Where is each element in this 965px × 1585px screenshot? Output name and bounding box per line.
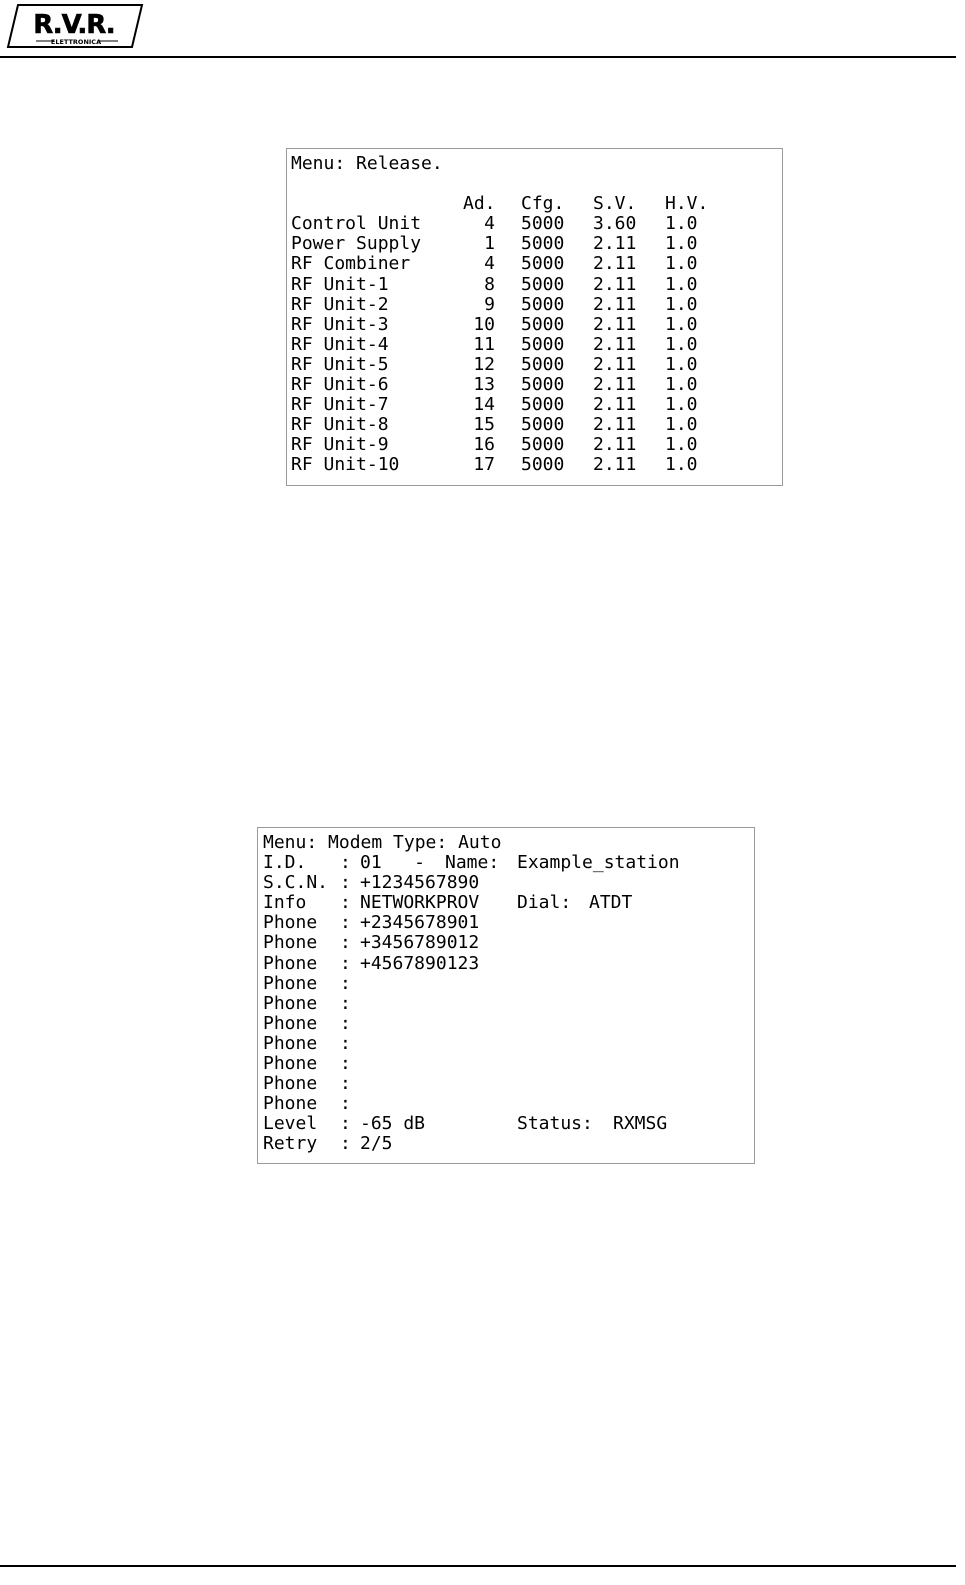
phone-colon: : [340,1093,351,1115]
release-table-body [291,214,782,475]
address: 13 [473,374,495,396]
phone-number: +4567890123 [360,952,480,974]
release-row [291,295,782,315]
phone-row [263,974,754,994]
release-menu-title: Menu: Release. [291,153,443,174]
release-row [291,254,782,274]
phone-colon: : [340,1012,351,1034]
phone-colon: : [340,912,351,934]
software-version: 2.11 [593,414,637,436]
phone-label: Phone [263,992,318,1014]
level-value: -65 dB [360,1113,426,1135]
release-row [291,415,782,435]
phone-number: +3456789012 [360,932,480,954]
release-row [291,455,782,475]
phone-colon: : [340,1053,351,1075]
info-colon: : [340,892,351,914]
phone-colon: : [340,992,351,1014]
id-colon: : [340,852,351,874]
modem-menu-title: Menu: Modem Type: Auto [263,832,502,853]
modem-menu-panel [257,827,755,1164]
release-row [291,214,782,234]
device-name: RF Unit-8 [291,414,389,436]
phone-label: Phone [263,972,318,994]
config: 5000 [521,394,565,416]
logo-text: R.V.R. [33,10,115,40]
column-header-sv: S.V. [593,193,637,215]
level-label: Level [263,1113,318,1135]
info-label: Info [263,892,307,914]
software-version: 3.60 [593,213,637,235]
info-value: NETWORKPROV [360,892,480,914]
retry-row [263,1134,754,1154]
phone-row [263,1034,754,1054]
phone-row [263,1094,754,1114]
footer-rule [0,1565,956,1567]
address: 14 [473,394,495,416]
device-name: RF Unit-3 [291,313,389,335]
status-label: Status: [517,1113,593,1135]
config: 5000 [521,253,565,275]
level-row [263,1114,754,1134]
device-name: RF Unit-5 [291,353,389,375]
address: 1 [484,233,495,255]
config: 5000 [521,313,565,335]
hardware-version: 1.0 [665,253,698,275]
software-version: 2.11 [593,394,637,416]
hardware-version: 1.0 [665,353,698,375]
phone-label: Phone [263,1012,318,1034]
address: 10 [473,313,495,335]
device-name: RF Unit-10 [291,454,400,476]
software-version: 2.11 [593,313,637,335]
phone-row [263,1014,754,1034]
phone-row [263,1074,754,1094]
rvr-logo [6,3,144,49]
address: 12 [473,353,495,375]
phone-label: Phone [263,1073,318,1095]
address: 15 [473,414,495,436]
software-version: 2.11 [593,293,637,315]
software-version: 2.11 [593,434,637,456]
scn-value: +1234567890 [360,872,480,894]
address: 9 [484,293,495,315]
release-row [291,335,782,355]
release-header-row [291,194,782,214]
release-row [291,234,782,254]
software-version: 2.11 [593,273,637,295]
release-row [291,395,782,415]
config: 5000 [521,273,565,295]
release-row [291,275,782,295]
phone-label: Phone [263,932,318,954]
column-header-hv: H.V. [665,193,709,215]
config: 5000 [521,233,565,255]
hardware-version: 1.0 [665,454,698,476]
device-name: RF Unit-7 [291,394,389,416]
dial-label: Dial: [517,892,572,914]
header-rule [0,56,956,58]
phone-row [263,913,754,933]
phone-colon: : [340,932,351,954]
hardware-version: 1.0 [665,394,698,416]
hardware-version: 1.0 [665,313,698,335]
software-version: 2.11 [593,454,637,476]
phone-row [263,954,754,974]
address: 17 [473,454,495,476]
config: 5000 [521,293,565,315]
address: 4 [484,253,495,275]
status-value: RXMSG [613,1113,668,1135]
name-label: Name: [445,852,500,874]
phone-label: Phone [263,1053,318,1075]
retry-value: 2/5 [360,1133,393,1155]
phone-colon: : [340,972,351,994]
device-name: Power Supply [291,233,422,255]
release-menu-panel [286,148,783,486]
config: 5000 [521,414,565,436]
phone-number: +2345678901 [360,912,480,934]
hardware-version: 1.0 [665,233,698,255]
column-header-cfg: Cfg. [521,193,565,215]
hardware-version: 1.0 [665,273,698,295]
id-label: I.D. [263,852,307,874]
device-name: RF Unit-4 [291,333,389,355]
phone-colon: : [340,1073,351,1095]
phone-colon: : [340,1032,351,1054]
release-row [291,435,782,455]
hardware-version: 1.0 [665,414,698,436]
device-name: RF Unit-9 [291,434,389,456]
software-version: 2.11 [593,374,637,396]
device-name: RF Unit-6 [291,374,389,396]
device-name: RF Unit-2 [291,293,389,315]
hardware-version: 1.0 [665,293,698,315]
phone-label: Phone [263,952,318,974]
retry-colon: : [340,1133,351,1155]
software-version: 2.11 [593,253,637,275]
retry-label: Retry [263,1133,318,1155]
address: 8 [484,273,495,295]
release-row [291,315,782,335]
hardware-version: 1.0 [665,333,698,355]
config: 5000 [521,333,565,355]
phone-row [263,933,754,953]
config: 5000 [521,213,565,235]
software-version: 2.11 [593,333,637,355]
software-version: 2.11 [593,233,637,255]
name-value: Example_station [517,852,680,874]
device-name: RF Unit-1 [291,273,389,295]
phone-row [263,1054,754,1074]
release-row [291,375,782,395]
phone-list [263,913,754,1114]
config: 5000 [521,434,565,456]
phone-label: Phone [263,912,318,934]
software-version: 2.11 [593,353,637,375]
id-value: 01 - [360,852,426,874]
phone-label: Phone [263,1032,318,1054]
device-name: RF Combiner [291,253,411,275]
phone-colon: : [340,952,351,974]
dial-value: ATDT [589,892,633,914]
address: 4 [484,213,495,235]
address: 16 [473,434,495,456]
level-colon: : [340,1113,351,1135]
id-row [263,853,754,873]
scn-label: S.C.N. [263,872,329,894]
hardware-version: 1.0 [665,213,698,235]
config: 5000 [521,374,565,396]
device-name: Control Unit [291,213,422,235]
config: 5000 [521,454,565,476]
phone-label: Phone [263,1093,318,1115]
scn-colon: : [340,872,351,894]
column-header-ad: Ad. [463,193,496,215]
info-row [263,893,754,913]
logo-subtext: ELETTRONICA [50,38,102,46]
phone-row [263,994,754,1014]
hardware-version: 1.0 [665,374,698,396]
release-row [291,355,782,375]
scn-row [263,873,754,893]
hardware-version: 1.0 [665,434,698,456]
config: 5000 [521,353,565,375]
address: 11 [473,333,495,355]
